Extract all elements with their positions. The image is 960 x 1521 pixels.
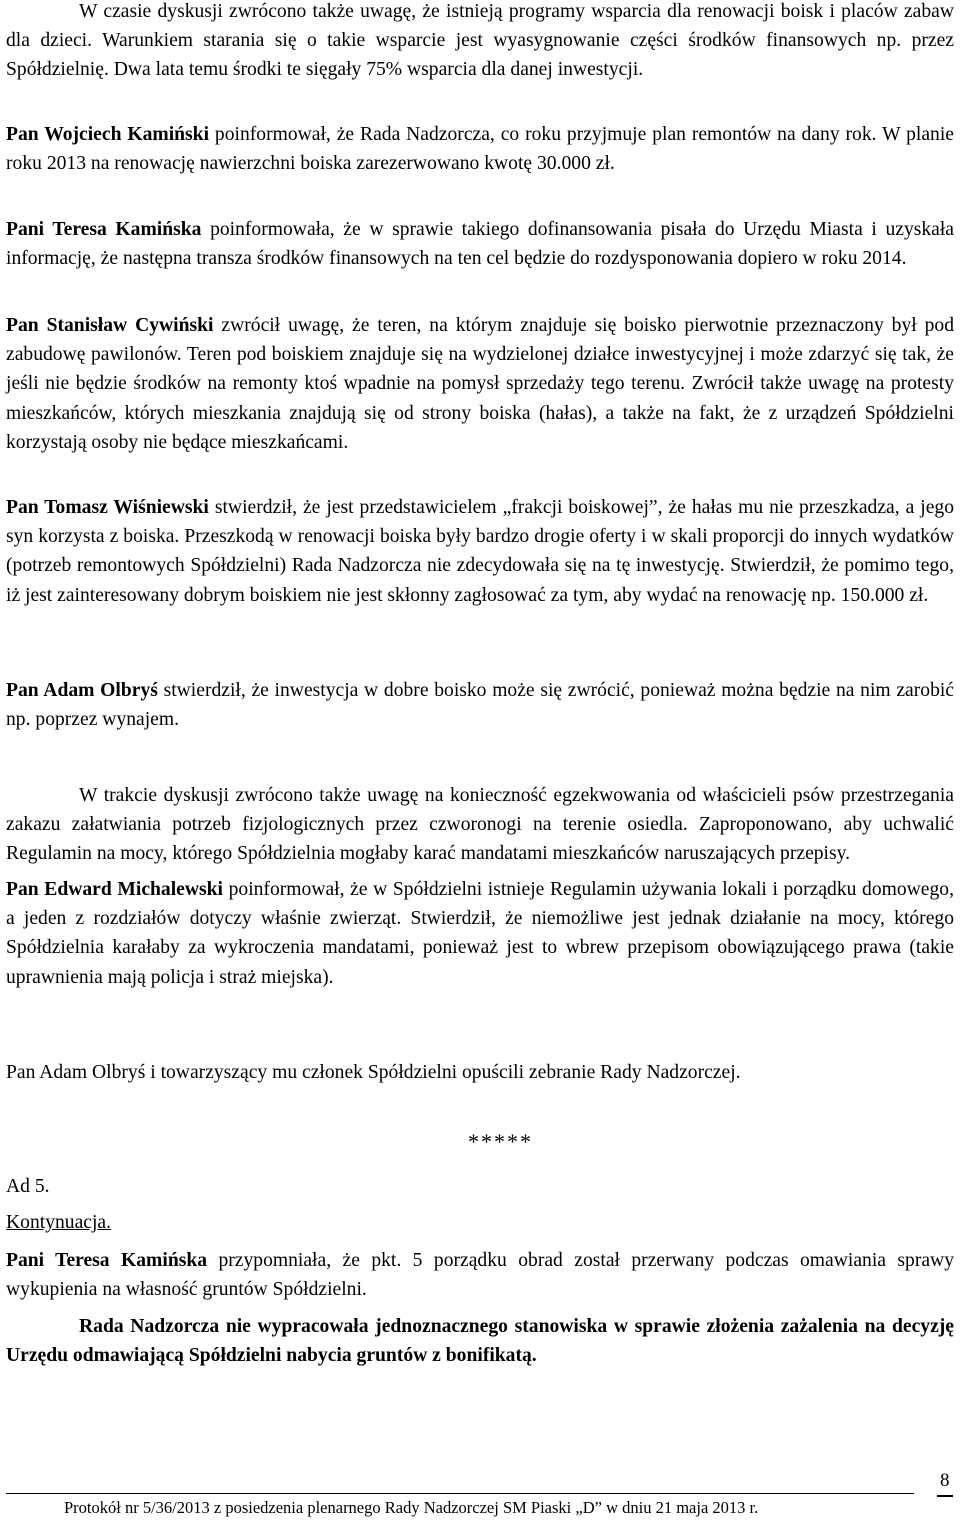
speaker-statement: zwrócił uwagę, że teren, na którym znajduje się boisko pierwotnie przeznaczony był pod zabudowę pawilonów. Teren pod boiskiem znajduje się na wydzielonej działce inwestycyjnej i może zdarzyć się tak, że jeśli nie będzie środków na remonty ktoś wpadnie na pomysł sprzedaży tego terenu. Zwrócił także uwagę na protesty mieszkańców, których mieszkania znajdują się od strony boiska (hałas), a także na fakt, że z urządzeń Spółdzielni korzystają osoby nie będące mieszkańcami. <box>6 315 954 453</box>
speaker-statement: stwierdził, że jest przedstawicielem „frakcji boiskowej”, że hałas mu nie przeszkadza, a jego syn korzysta z boiska. Przeszkodą w renowacji boiska były bardzo drogie oferty i w skali proporcji do innych wydatków (potrzeb remontowych Spółdzielni) Rada Nadzorcza nie zdecydowała się na tę inwestycję. Stwierdził, że pomimo tego, iż jest zainteresowany dobrym boiskiem nie jest skłonny zagłosować za tym, aby wydać na renowację np. 150.000 zł. <box>6 497 954 606</box>
paragraph-michalewski <box>6 875 954 992</box>
paragraph-kaminska-teresa <box>6 215 954 273</box>
paragraph-cywinski <box>6 311 954 457</box>
section-title: Ad 5. <box>6 1176 50 1197</box>
speaker-name: Pani Teresa Kamińska <box>6 1250 208 1271</box>
paragraph-dog-regulation: W trakcie dyskusji zwrócono także uwagę na konieczność egzekwowania od właścicieli psów przestrzegania zakazu załatwiania potrzeb fizjologicznych przez czworonogi na terenie osiedla. Zaproponowano, aby uchwalić Regulamin na mocy, którego Spółdzielnia mogłaby karać mandatami mieszkańców naruszających przepisy. <box>6 785 954 865</box>
paragraph-kaminski-wojciech <box>6 120 954 178</box>
footer-rule <box>6 1493 914 1494</box>
paragraph-wisniewski <box>6 493 954 610</box>
speaker-statement: stwierdził, że inwestycja w dobre boisko może się zwrócić, ponieważ można będzie na nim zarobić np. poprzez wynajem. <box>6 680 955 731</box>
section-subtitle: Kontynuacja. <box>6 1212 112 1233</box>
page-number-rule <box>937 1495 953 1497</box>
speaker-name: Pan Wojciech Kamiński <box>6 124 210 145</box>
footer-protocol-title: Protokół nr 5/36/2013 z posiedzenia plenarnego Rady Nadzorczej SM Piaski „D” w dniu 21 maja 2013 r. <box>64 1498 759 1517</box>
speaker-statement: poinformował, że Rada Nadzorcza, co roku przyjmuje plan remontów na dany rok. W planie roku 2013 na renowację nawierzchni boiska zarezerwowano kwotę 30.000 zł. <box>6 124 954 175</box>
speaker-name: Pan Edward Michalewski <box>6 879 223 900</box>
speaker-name: Pan Adam Olbryś <box>6 680 158 701</box>
page-number: 8 <box>940 1470 950 1491</box>
speaker-name: Pan Stanisław Cywiński <box>6 315 214 336</box>
speaker-statement: przypomniała, że pkt. 5 porządku obrad został przerwany podczas omawiania sprawy wykupienia na własność gruntów Spółdzielni. <box>6 1250 954 1301</box>
speaker-statement: poinformowała, że w sprawie takiego dofinansowania pisała do Urzędu Miasta i uzyskała informację, że następna transza środków finansowych na ten cel będzie do rozdysponowania dopiero w roku 2014. <box>6 219 955 270</box>
speaker-statement: poinformował, że w Spółdzielni istnieje Regulamin używania lokali i porządku domowego, a jeden z rozdziałów dotyczy właśnie zwierząt. Stwierdził, że niemożliwe jest jednak działanie na mocy, którego Spółdzielnia karałaby za wykroczenia mandatami, ponieważ jest to wbrew przepisom obowiązującego prawa (takie uprawnienia mają policja i straż miejska). <box>6 879 954 988</box>
speaker-name: Pani Teresa Kamińska <box>6 219 202 240</box>
paragraph-playground-support: W czasie dyskusji zwrócono także uwagę, że istnieją programy wsparcia dla renowacji boisk i placów zabaw dla dzieci. Warunkiem starania się o takie wsparcie jest wyasygnowanie części środków finansowych np. przez Spółdzielnię. Dwa lata temu środki te sięgały 75% wsparcia dla danej inwestycji. <box>6 1 954 81</box>
speaker-name: Pan Tomasz Wiśniewski <box>6 497 209 518</box>
paragraph-board-resolution: Rada Nadzorcza nie wypracowała jednoznacznego stanowiska w sprawie złożenia zażalenia na decyzję Urzędu odmawiającą Spółdzielni nabycia gruntów z bonifikatą. <box>6 1316 954 1367</box>
paragraph-departure-note: Pan Adam Olbryś i towarzyszący mu członek Spółdzielni opuścili zebranie Rady Nadzorczej. <box>6 1062 741 1083</box>
paragraph-kaminska-reminder <box>6 1246 954 1304</box>
section-separator-stars: ***** <box>468 1129 533 1154</box>
paragraph-olbrys <box>6 676 954 734</box>
